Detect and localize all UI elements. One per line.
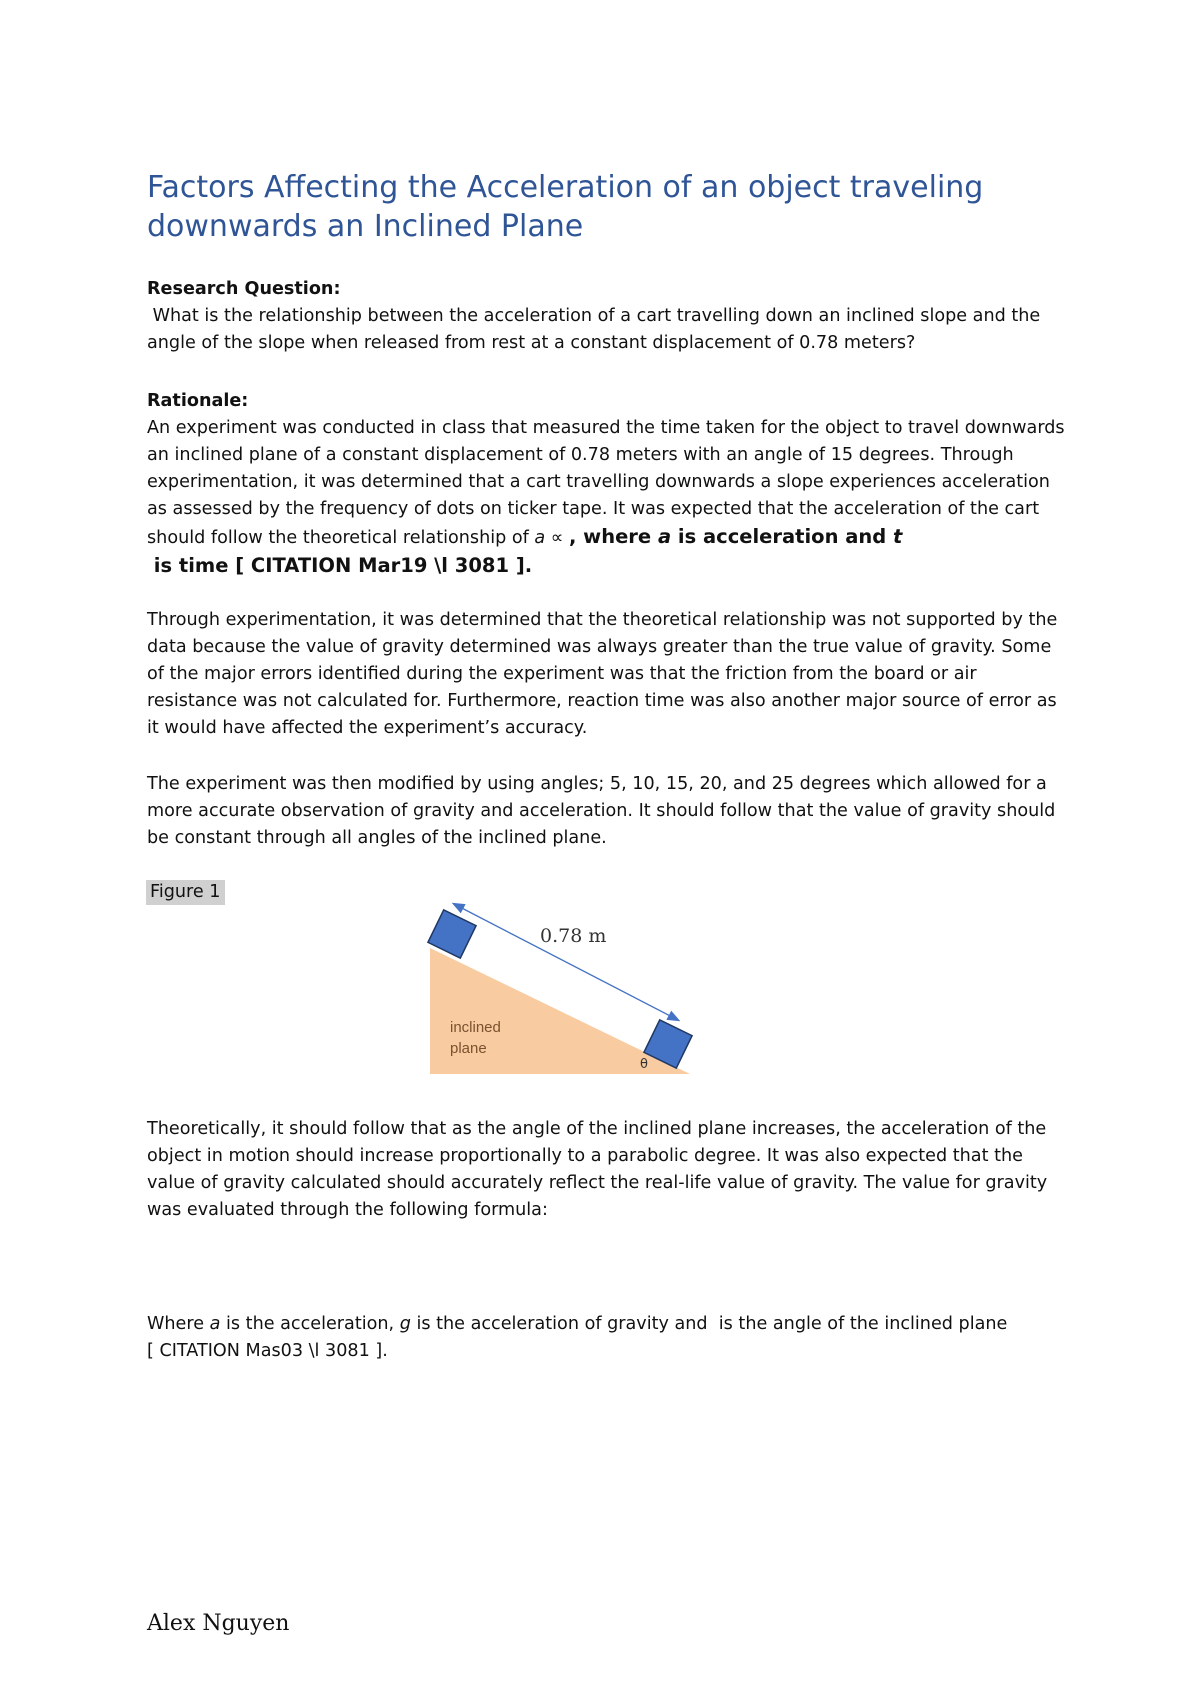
distance-label: 0.78 m <box>540 925 607 947</box>
where-a: a <box>209 1314 221 1334</box>
where-text-2: is the acceleration, <box>220 1314 400 1334</box>
plane-label-line-1: inclined <box>450 1019 501 1036</box>
angle-label: θ <box>640 1057 648 1072</box>
where-text-1: Where <box>147 1314 210 1334</box>
formula-where-line <box>147 1311 1067 1338</box>
rationale-p1-a2: a <box>657 525 672 548</box>
inclined-plane-figure <box>420 896 720 1081</box>
where-text-3: is the acceleration of gravity and is the angle of the inclined plane <box>410 1314 1008 1334</box>
figure-label: Figure 1 <box>146 880 225 905</box>
rationale-p1-is-time: is time [ CITATION Mar19 \l 3081 ]. <box>147 554 533 577</box>
where-g: g <box>399 1314 411 1334</box>
rationale-paragraph-3: The experiment was then modified by using angles; 5, 10, 15, 20, and 25 degrees which allowed for a more accurate observation of gravity and acceleration. It should follow that the value of gravity should be constant through all angles of the inclined plane. <box>147 774 1056 848</box>
author-name: Alex Nguyen <box>147 1611 290 1636</box>
rationale-paragraph-2: Through experimentation, it was determined that the theoretical relationship was not supported by the data because the value of gravity determined was always greater than the true value of gravity. Some of the major errors identified during the experiment was that the friction from the board or air resistance was not calculated for. Furthermore, reaction time was also another major source of error as it would have affected the experiment’s accuracy. <box>147 610 1058 738</box>
research-question-heading: Research Question: <box>147 279 341 299</box>
document-title: Factors Affecting the Acceleration of an object traveling downwards an Inclined Plane <box>147 170 984 244</box>
formula-citation: [ CITATION Mas03 \l 3081 ]. <box>147 1341 388 1361</box>
rationale-paragraph-1 <box>147 415 1067 581</box>
plane-label-line-2: plane <box>450 1040 487 1057</box>
rationale-section <box>147 388 1067 581</box>
formula-explanation <box>147 1311 1067 1365</box>
rationale-p1-where: , where <box>568 525 658 548</box>
rationale-p1-is-acc: is acceleration and <box>671 525 894 548</box>
research-question-section <box>147 276 1067 357</box>
rationale-heading: Rationale: <box>147 391 249 411</box>
rationale-p1-a: a <box>534 528 546 548</box>
rationale-p1-t: t <box>893 525 903 548</box>
rationale-p1-text: An experiment was conducted in class that measured the time taken for the object to travel downwards an inclined plane of a constant displacement of 0.78 meters with an angle of 15 degrees. Through experimentation, it was determined that a cart travelling downwards a slope experiences acceleration as assessed by the frequency of dots on ticker tape. It was expected that the acceleration of the cart should follow the theoretical relationship of <box>147 418 1065 548</box>
theory-paragraph: Theoretically, it should follow that as the angle of the inclined plane increases, the acceleration of the object in motion should increase proportionally to a parabolic degree. It was also expected that the value of gravity calculated should accurately reflect the real-life value of gravity. The value for gravity was evaluated through the following formula: <box>147 1119 1048 1220</box>
rationale-p1-prop: ∝ <box>545 528 569 548</box>
research-question-text: What is the relationship between the acceleration of a cart travelling down an inclined slope and the angle of the slope when released from rest at a constant displacement of 0.78 meters? <box>147 306 1046 353</box>
